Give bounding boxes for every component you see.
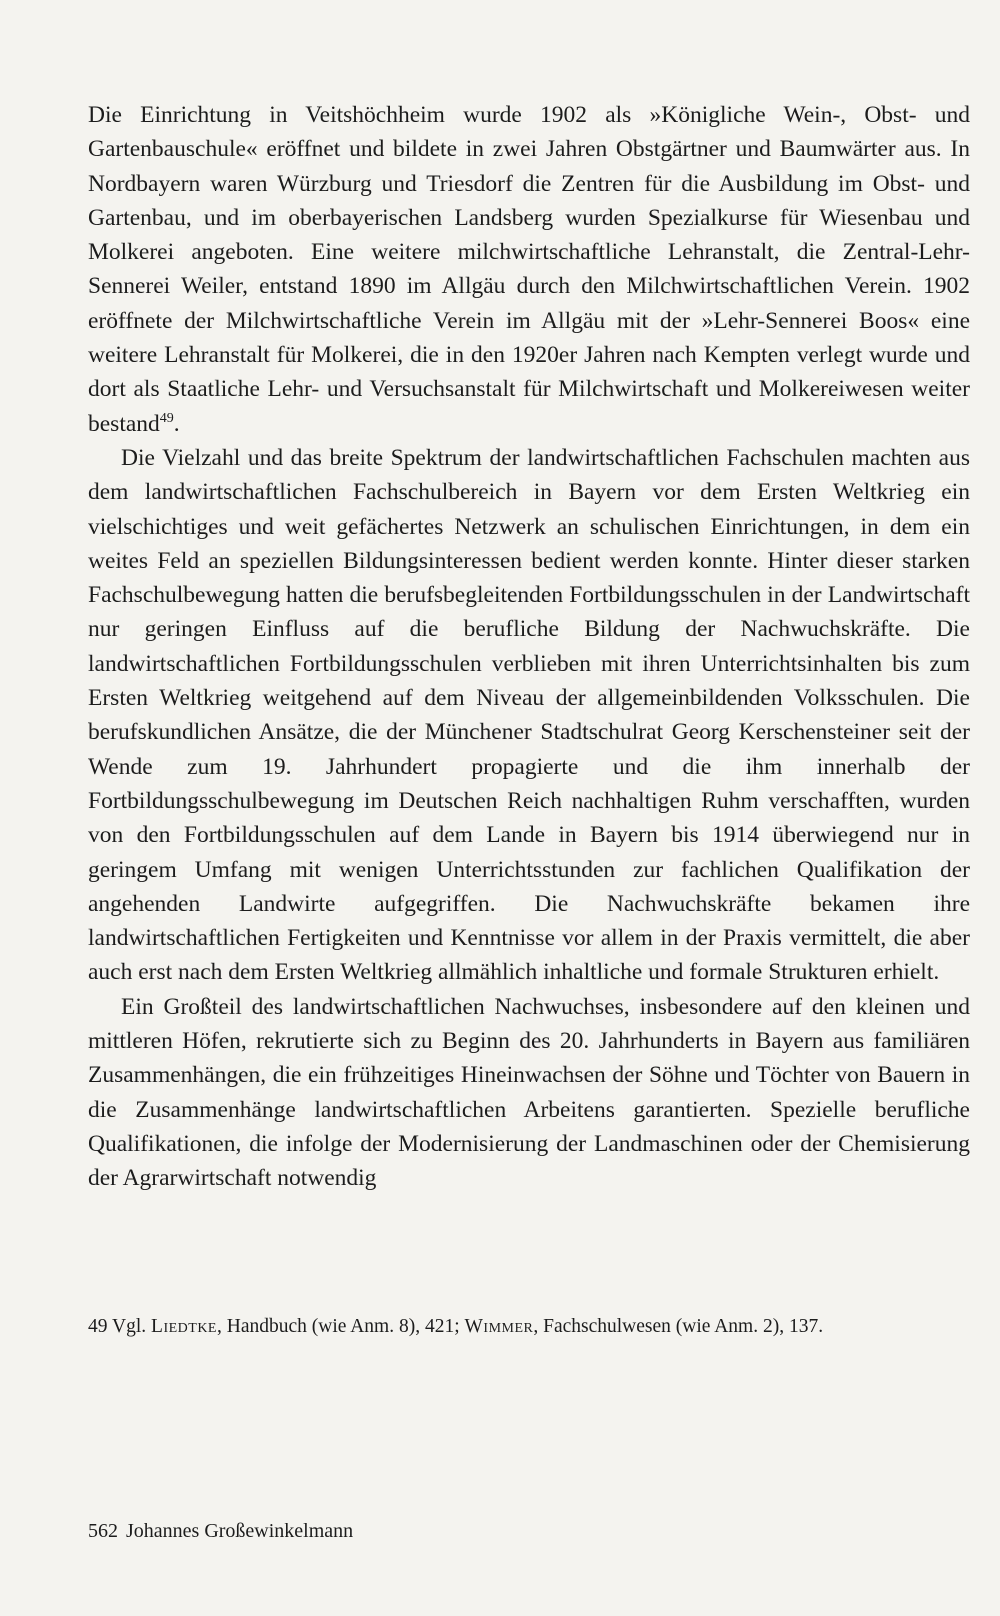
footnote-work-1: , Handbuch (wie Anm. 8), 421;: [216, 1316, 465, 1337]
paragraph-1: [88, 98, 970, 441]
footnote-author-1: Liedtke: [151, 1316, 217, 1337]
footnote-prefix: Vgl.: [112, 1316, 147, 1337]
footnote-reference[interactable]: 49: [159, 410, 174, 426]
footnote-number: 49: [88, 1316, 108, 1337]
body-text: [88, 98, 970, 1196]
running-author: Johannes Großewinkelmann: [126, 1520, 354, 1542]
paragraph-2: Die Vielzahl und das breite Spektrum der landwirtschaftlichen Fachschulen machten aus dem landwirtschaftlichen Fachschulbereich in Bayern vor dem Ersten Weltkrieg ein vielschichtiges und weit gefächertes Netzwerk an schulischen Einrichtungen, in dem ein weites Feld an speziellen Bildungsinteressen bedient werden konnte. Hinter dieser starken Fachschulbewegung hatten die berufsbegleitenden Fortbildungsschulen in der Landwirtschaft nur geringen Einfluss auf die berufliche Bildung der Nachwuchskräfte. Die landwirtschaftlichen Fortbildungsschulen verblieben mit ihren Unterrichtsinhalten bis zum Ersten Weltkrieg weitgehend auf dem Niveau der allgemeinbildenden Volksschulen. Die berufskundlichen Ansätze, die der Münchener Stadtschulrat Georg Kerschensteiner seit der Wende zum 19. Jahrhundert propagierte und die ihm innerhalb der Fortbildungsschulbewegung im Deutschen Reich nachhaltigen Ruhm verschafften, wurden von den Fortbildungsschulen auf dem Lande in Bayern bis 1914 überwiegend nur in geringem Umfang mit wenigen Unterrichtsstunden zur fachlichen Qualifikation der angehenden Landwirte aufgegriffen. Die Nachwuchskräfte bekamen ihre landwirtschaftlichen Fertigkeiten und Kenntnisse vor allem in der Praxis vermittelt, die aber auch erst nach dem Ersten Weltkrieg allmählich inhaltliche und formale Strukturen erhielt.: [88, 444, 970, 986]
footnote: [88, 1314, 970, 1340]
paragraph-1-end: .: [173, 410, 180, 437]
footnote-author-2: Wimmer: [464, 1316, 534, 1337]
paragraph-1-text: Die Einrichtung in Veitshöchheim wurde 1902 als »Königliche Wein-, Obst- und Gartenbauschule« eröffnet und bildete in zwei Jahren Obstgärtner und Baumwärter aus. In Nordbayern waren Würzburg und Triesdorf die Zentren für die Ausbildung im Obst- und Gartenbau, und im oberbayerischen Landsberg wurden Spezialkurse für Wiesenbau und Molkerei angeboten. Eine weitere milchwirtschaftliche Lehranstalt, die Zentral-Lehr-Sennerei Weiler, entstand 1890 im Allgäu durch den Milchwirtschaftlichen Verein. 1902 eröffnete der Milchwirtschaftliche Verein im Allgäu mit der »Lehr-Sennerei Boos« eine weitere Lehranstalt für Molkerei, die in den 1920er Jahren nach Kempten verlegt wurde und dort als Staatliche Lehr- und Versuchsanstalt für Milchwirtschaft und Molkereiwesen weiter bestand: [88, 102, 970, 437]
page-number: 562: [88, 1520, 118, 1542]
page-footer: [88, 1518, 361, 1544]
paragraph-3: Ein Großteil des landwirtschaftlichen Nachwuchses, insbesondere auf den kleinen und mittleren Höfen, rekrutierte sich zu Beginn des 20. Jahrhunderts in Bayern aus familiären Zusammenhängen, die ein frühzeitiges Hineinwachsen der Söhne und Töchter von Bauern in die Zusammenhänge landwirtschaftlichen Arbeitens garantierten. Spezielle berufliche Qualifikationen, die infolge der Modernisierung der Landmaschinen oder der Chemisierung der Agrarwirtschaft notwendig: [88, 993, 970, 1192]
footnote-work-2: , Fachschulwesen (wie Anm. 2), 137.: [533, 1316, 824, 1337]
